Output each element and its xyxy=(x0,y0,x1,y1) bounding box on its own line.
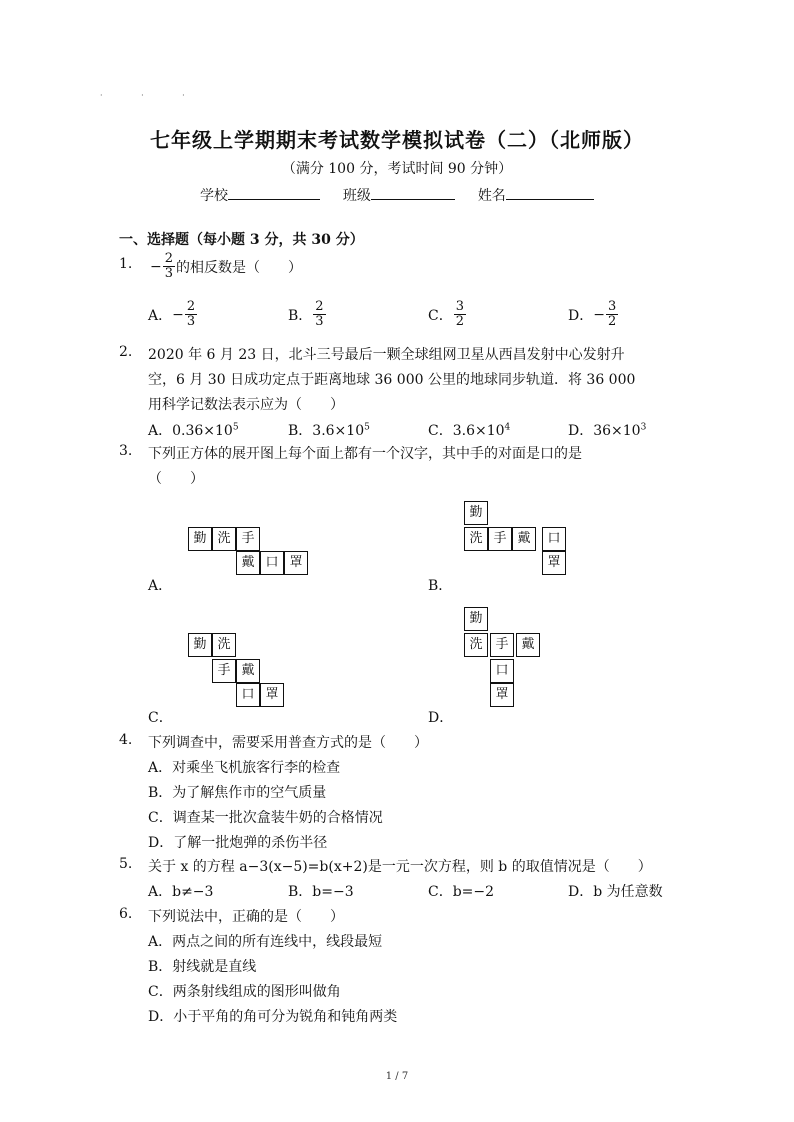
net-cell: 罩 xyxy=(284,551,308,575)
page-title: 七年级上学期期末考试数学模拟试卷（二）（北师版） xyxy=(150,128,644,152)
q2-line1: 2020 年 6 月 23 日，北斗三号最后一颗全球组网卫星从西昌发射中心发射升 xyxy=(148,347,625,363)
option-base: 36×10 xyxy=(593,423,641,439)
option-fraction xyxy=(454,300,466,329)
option-fraction xyxy=(185,300,197,329)
net-cell: 口 xyxy=(542,527,566,551)
net-cell: 手 xyxy=(490,633,514,657)
name-blank[interactable] xyxy=(506,185,594,200)
option-fraction xyxy=(313,300,325,329)
q6-stem: 下列说法中，正确的是（ ） xyxy=(148,909,344,925)
net-cell: 勤 xyxy=(464,607,488,631)
class-label: 班级 xyxy=(342,188,371,204)
frac-den: 3 xyxy=(315,314,324,329)
q1-option-d[interactable] xyxy=(568,300,619,329)
net-cell: 戴 xyxy=(236,551,260,575)
scan-dots: · · · xyxy=(100,91,203,100)
frac-num: 2 xyxy=(186,299,196,314)
option-exp: 5 xyxy=(364,422,370,433)
q1-text: 的相反数是（ ） xyxy=(176,259,303,276)
option-base: 3.6×10 xyxy=(452,423,505,439)
frac-den: 2 xyxy=(607,314,617,329)
q4-option-c[interactable]: C．调查某一批次盒装牛奶的合格情况 xyxy=(148,810,383,826)
option-label: C． xyxy=(428,307,453,324)
class-blank[interactable] xyxy=(371,185,455,200)
option-label: B． xyxy=(288,307,313,324)
option-label: D． xyxy=(568,307,594,324)
frac-num: 3 xyxy=(455,299,464,314)
q5-stem: 关于 x 的方程 a−3(x−5)=b(x+2)是一元一次方程，则 b 的取值情况是（ ） xyxy=(148,859,652,875)
q6-option-b[interactable]: B．射线就是直线 xyxy=(148,959,257,975)
option-exp: 5 xyxy=(232,422,239,433)
net-cell: 手 xyxy=(488,527,512,551)
section-heading: 一、选择题（每小题 3 分，共 30 分） xyxy=(119,232,364,248)
q3-line2: （ ） xyxy=(148,471,204,487)
q4-option-b[interactable]: B．为了解焦作市的空气质量 xyxy=(148,785,327,801)
q6-option-a[interactable]: A．两点之间的所有连线中，线段最短 xyxy=(148,934,383,950)
q1-option-b[interactable] xyxy=(288,300,327,329)
option-base: 3.6×10 xyxy=(312,423,365,439)
q5-number: 5. xyxy=(119,856,133,872)
q1-fraction xyxy=(163,252,175,281)
frac-den: 2 xyxy=(455,314,464,329)
option-label: A． xyxy=(148,307,173,324)
option-label: C． xyxy=(428,423,453,439)
student-info-line xyxy=(200,185,594,205)
option-label: B． xyxy=(288,423,313,439)
school-blank[interactable] xyxy=(228,185,320,200)
q3-line1: 下列正方体的展开图上每个面上都有一个汉字，其中手的对面是口的是 xyxy=(148,446,582,462)
net-cell: 洗 xyxy=(464,633,488,657)
q2-option-c[interactable] xyxy=(428,420,510,440)
option-exp: 4 xyxy=(504,422,511,433)
option-label: D． xyxy=(568,423,594,439)
q1-stem xyxy=(150,252,302,281)
q5-option-b[interactable]: B．b=−3 xyxy=(288,884,354,900)
q2-option-d[interactable] xyxy=(568,420,646,440)
net-cell: 手 xyxy=(212,659,236,683)
school-label: 学校 xyxy=(200,188,228,204)
net-cell: 罩 xyxy=(542,551,566,575)
net-cell: 罩 xyxy=(260,683,284,707)
q3-option-a-label[interactable]: A． xyxy=(148,578,173,594)
q6-number: 6. xyxy=(119,906,133,922)
net-cell: 洗 xyxy=(464,527,488,551)
q3-option-d-label[interactable]: D． xyxy=(428,710,454,726)
q6-option-d[interactable]: D．小于平角的角可分为锐角和钝角两类 xyxy=(148,1009,398,1025)
net-cell: 口 xyxy=(260,551,284,575)
q6-option-c[interactable]: C．两条射线组成的图形叫做角 xyxy=(148,984,341,1000)
option-fraction xyxy=(606,300,618,329)
frac-den: 3 xyxy=(186,314,196,329)
net-cell: 勤 xyxy=(188,633,212,657)
net-cell: 手 xyxy=(236,527,260,551)
q2-number: 2. xyxy=(119,344,133,360)
q1-sign: − xyxy=(150,258,162,275)
page-number: 1 / 7 xyxy=(385,1071,409,1082)
net-cell: 口 xyxy=(236,683,260,707)
net-cell: 戴 xyxy=(516,633,540,657)
q4-stem: 下列调查中，需要采用普查方式的是（ ） xyxy=(148,735,428,751)
frac-num: 2 xyxy=(315,299,324,314)
net-cell: 勤 xyxy=(464,501,488,525)
q4-number: 4. xyxy=(119,732,133,748)
net-cell: 口 xyxy=(490,659,514,683)
q5-option-d[interactable]: D．b 为任意数 xyxy=(568,884,663,900)
name-label: 姓名 xyxy=(477,188,506,204)
option-exp: 3 xyxy=(640,422,647,433)
option-sign: − xyxy=(593,306,605,323)
net-cell: 洗 xyxy=(212,527,236,551)
q1-option-a[interactable] xyxy=(148,300,198,329)
frac-num: 3 xyxy=(607,299,617,314)
exam-info: （满分 100 分，考试时间 90 分钟） xyxy=(281,161,513,177)
q3-option-b-label[interactable]: B． xyxy=(428,578,453,594)
q2-option-a[interactable] xyxy=(148,420,239,440)
q2-option-b[interactable] xyxy=(288,420,370,440)
q3-number: 3. xyxy=(119,443,133,459)
q4-option-a[interactable]: A．对乘坐飞机旅客行李的检查 xyxy=(148,760,341,776)
q5-option-c[interactable]: C．b=−2 xyxy=(428,884,495,900)
q1-number: 1. xyxy=(119,256,133,272)
q2-line3: 用科学记数法表示应为（ ） xyxy=(148,397,344,413)
net-cell: 勤 xyxy=(188,527,212,551)
option-label: A． xyxy=(148,423,173,439)
net-cell: 戴 xyxy=(236,659,260,683)
q3-option-c-label[interactable]: C． xyxy=(148,710,173,726)
q2-line2: 空，6 月 30 日成功定点于距离地球 36 000 公里的地球同步轨道．将 36 000 xyxy=(148,372,636,388)
option-base: 0.36×10 xyxy=(172,423,233,439)
q1-num: 2 xyxy=(164,251,174,266)
q1-option-c[interactable] xyxy=(428,300,467,329)
net-cell: 戴 xyxy=(512,527,536,551)
net-cell: 罩 xyxy=(490,683,514,707)
q4-option-d[interactable]: D．了解一批炮弹的杀伤半径 xyxy=(148,835,328,851)
net-cell: 洗 xyxy=(212,633,236,657)
q5-option-a[interactable]: A．b≠−3 xyxy=(148,884,214,900)
option-sign: − xyxy=(172,306,184,323)
q1-den: 3 xyxy=(164,266,174,281)
